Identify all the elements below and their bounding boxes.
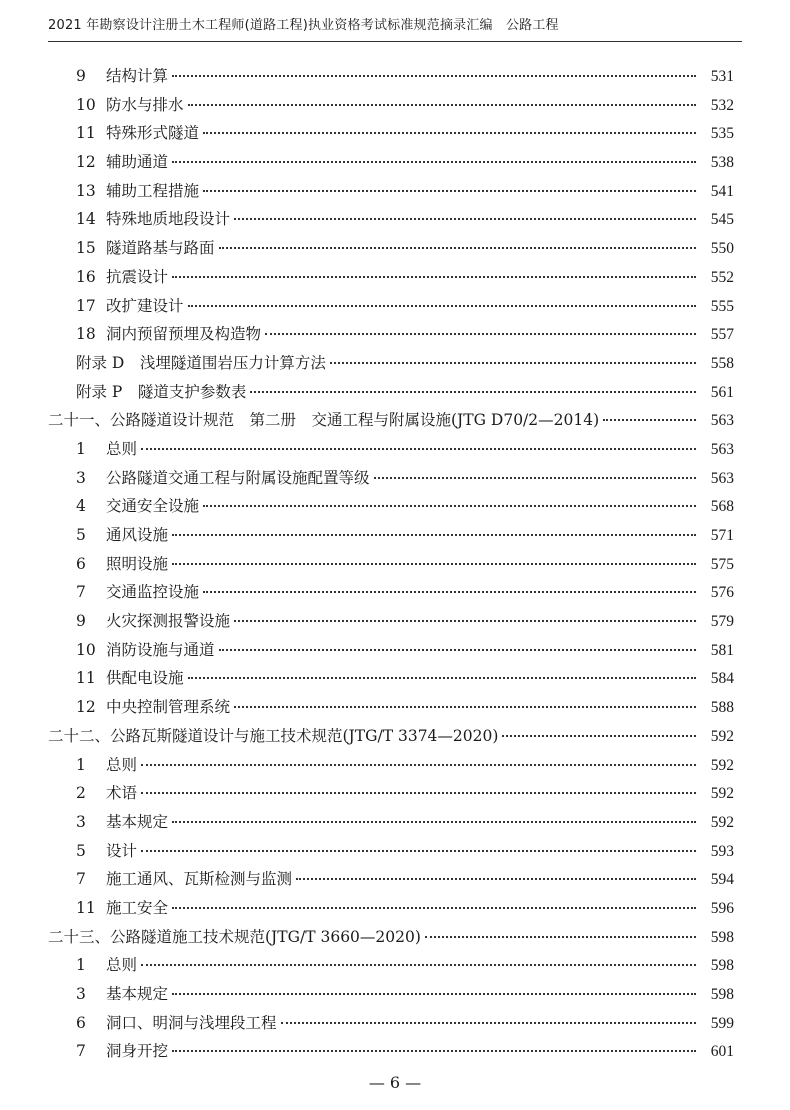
toc-entry-number: 13	[76, 181, 96, 200]
toc-entry-number: 3	[76, 812, 86, 831]
toc-entry-title: 交通安全设施	[106, 497, 200, 516]
toc-entry-title: 交通监控设施	[106, 583, 200, 602]
toc-entry-page: 541	[710, 182, 734, 200]
dot-leader	[141, 448, 696, 450]
toc-entry-number: 5	[76, 526, 86, 544]
toc-entry	[48, 839, 734, 868]
toc-entry-page: 596	[710, 899, 734, 917]
toc-entry-number: 7	[76, 1042, 86, 1061]
toc-entry	[48, 437, 734, 466]
dot-leader	[234, 620, 696, 622]
toc-entry-title: 洞口、明洞与浅埋段工程	[106, 1013, 277, 1032]
toc-entry	[48, 121, 734, 150]
toc-entry	[48, 1039, 734, 1068]
toc-entry-number: 5	[76, 841, 86, 860]
toc-entry	[48, 64, 734, 93]
toc-entry	[48, 580, 734, 609]
dot-leader	[203, 190, 696, 192]
toc-entry-page: 575	[710, 555, 734, 573]
toc-entry-page: 535	[710, 125, 734, 143]
toc-entry-page: 593	[710, 842, 734, 860]
toc-entry-number: 7	[76, 870, 86, 889]
toc-entry-number: 10	[76, 640, 96, 659]
dot-leader	[281, 1022, 696, 1024]
toc-entry-number: 12	[76, 153, 96, 172]
toc-entry-number: 1	[76, 439, 86, 458]
dot-leader	[188, 677, 696, 679]
toc-entry-title: 施工安全	[106, 898, 169, 917]
toc-entry-title: 二十一、公路隧道设计规范 第二册 交通工程与附属设施(JTG D70/2—2014)	[48, 411, 600, 430]
toc-entry-page: 555	[710, 297, 734, 315]
toc-entry-number: 14	[76, 210, 96, 229]
toc-entry	[48, 523, 734, 552]
dot-leader	[425, 936, 696, 938]
toc-entry-page: 563	[710, 412, 734, 430]
toc-entry-page: 563	[710, 469, 734, 487]
toc-entry-title: 基本规定	[106, 985, 169, 1003]
toc-entry-number: 2	[76, 784, 86, 803]
toc-entry-number: 1	[76, 755, 86, 774]
toc-entry-page: 558	[710, 354, 734, 372]
toc-entry-page: 579	[710, 613, 734, 631]
dot-leader	[374, 477, 696, 479]
toc-entry-page: 599	[710, 1014, 734, 1032]
toc-entry-title: 总则	[106, 755, 138, 774]
toc-entry-number: 11	[76, 124, 96, 143]
toc-entry-page: 592	[710, 785, 734, 803]
toc-entry-number: 15	[76, 239, 96, 258]
toc-entry	[48, 408, 734, 437]
toc-entry-page: 598	[710, 928, 734, 946]
dot-leader	[219, 649, 696, 651]
toc-entry	[48, 609, 734, 638]
toc-entry	[48, 150, 734, 179]
dot-leader	[188, 305, 696, 307]
toc-entry-page: 571	[710, 527, 734, 544]
toc-entry-page: 545	[710, 211, 734, 229]
dot-leader	[203, 505, 696, 507]
toc-entry-title: 术语	[106, 784, 138, 803]
toc-entry	[48, 552, 734, 581]
toc-entry-number: 6	[76, 1013, 86, 1032]
dot-leader	[172, 1050, 696, 1052]
toc-entry-title: 基本规定	[106, 812, 169, 831]
toc-entry-title: 防水与排水	[106, 95, 184, 114]
toc-entry-title: 附录 D 浅埋隧道围岩压力计算方法	[76, 353, 326, 372]
toc-entry-page: 532	[710, 96, 734, 114]
toc-entry-title: 施工通风、瓦斯检测与监测	[106, 870, 293, 889]
toc-entry-title: 特殊地质地段设计	[106, 210, 231, 229]
toc-entry	[48, 638, 734, 667]
toc-entry-title: 辅助工程措施	[106, 181, 200, 200]
toc-entry	[48, 351, 734, 380]
dot-leader	[172, 907, 696, 909]
toc-entry-title: 设计	[106, 841, 138, 860]
toc-entry	[48, 236, 734, 265]
toc-entry	[48, 953, 734, 982]
toc-entry	[48, 695, 734, 724]
toc-entry-title: 二十二、公路瓦斯隧道设计与施工技术规范(JTG/T 3374—2020)	[48, 726, 499, 745]
toc-entry-page: 592	[710, 756, 734, 774]
toc-entry-title: 二十三、公路隧道施工技术规范(JTG/T 3660—2020)	[48, 927, 421, 946]
toc-entry-title: 照明设施	[106, 554, 169, 573]
toc-entry	[48, 982, 734, 1011]
page-number: — 6 —	[368, 1073, 422, 1092]
table-of-contents	[48, 64, 734, 1068]
toc-entry-number: 9	[76, 67, 86, 85]
dot-leader	[250, 391, 696, 393]
toc-entry-number: 7	[76, 583, 86, 602]
dot-leader	[188, 104, 696, 106]
toc-entry	[48, 265, 734, 294]
dot-leader	[265, 333, 696, 335]
toc-entry	[48, 207, 734, 236]
toc-entry-page: 552	[710, 268, 734, 286]
dot-leader	[141, 850, 696, 852]
toc-entry	[48, 810, 734, 839]
toc-entry	[48, 753, 734, 782]
toc-entry	[48, 925, 734, 954]
toc-entry-title: 中央控制管理系统	[106, 698, 231, 717]
toc-entry-page: 598	[710, 957, 734, 975]
toc-entry-number: 16	[76, 267, 96, 286]
toc-entry-number: 11	[76, 898, 96, 917]
toc-entry	[48, 666, 734, 695]
toc-entry-title: 辅助通道	[106, 153, 169, 172]
toc-entry-number: 12	[76, 698, 96, 717]
toc-entry-number: 3	[76, 468, 86, 487]
toc-entry-page: 598	[710, 986, 734, 1003]
dot-leader	[172, 75, 696, 77]
toc-entry-number: 1	[76, 956, 86, 975]
toc-entry-title: 供配电设施	[106, 669, 184, 688]
toc-entry-title: 隧道路基与路面	[106, 239, 215, 258]
dot-leader	[172, 161, 696, 163]
toc-entry-number: 6	[76, 554, 86, 573]
toc-entry-title: 抗震设计	[106, 267, 169, 286]
toc-entry-title: 火灾探测报警设施	[106, 612, 231, 631]
toc-entry-title: 通风设施	[106, 526, 169, 544]
dot-leader	[603, 419, 696, 421]
dot-leader	[172, 821, 696, 823]
toc-entry-page: 531	[710, 68, 734, 85]
toc-entry-page: 561	[710, 383, 734, 401]
toc-entry	[48, 179, 734, 208]
toc-entry-page: 581	[710, 641, 734, 659]
toc-entry-title: 改扩建设计	[106, 296, 184, 315]
dot-leader	[296, 878, 696, 880]
dot-leader	[234, 218, 696, 220]
dot-leader	[330, 362, 696, 364]
dot-leader	[141, 964, 696, 966]
dot-leader	[141, 792, 696, 794]
toc-entry-title: 总则	[106, 439, 138, 458]
toc-entry	[48, 1011, 734, 1040]
toc-entry-title: 消防设施与通道	[106, 640, 215, 659]
toc-entry-page: 563	[710, 440, 734, 458]
toc-entry-title: 特殊形式隧道	[106, 124, 200, 143]
toc-entry	[48, 93, 734, 122]
toc-entry-page: 576	[710, 584, 734, 602]
toc-entry-number: 3	[76, 985, 86, 1003]
toc-entry	[48, 896, 734, 925]
toc-entry-title: 洞内预留预埋及构造物	[106, 325, 262, 344]
dot-leader	[203, 591, 696, 593]
dot-leader	[172, 993, 696, 995]
toc-entry-number: 4	[76, 497, 86, 516]
toc-entry-title: 总则	[106, 956, 138, 975]
dot-leader	[234, 706, 696, 708]
toc-entry	[48, 466, 734, 495]
dot-leader	[141, 764, 696, 766]
toc-entry	[48, 781, 734, 810]
toc-entry-page: 568	[710, 498, 734, 516]
toc-entry-page: 592	[710, 727, 734, 745]
toc-entry-page: 557	[710, 326, 734, 344]
toc-entry-number: 11	[76, 669, 96, 688]
toc-entry-page: 592	[710, 813, 734, 831]
toc-entry	[48, 724, 734, 753]
toc-entry-number: 10	[76, 95, 96, 114]
dot-leader	[203, 132, 696, 134]
toc-entry-title: 洞身开挖	[106, 1042, 169, 1061]
toc-entry-number: 17	[76, 296, 96, 315]
toc-entry-page: 584	[710, 670, 734, 688]
toc-entry	[48, 294, 734, 323]
dot-leader	[172, 276, 696, 278]
toc-entry-page: 588	[710, 699, 734, 717]
running-header: 2021 年勘察设计注册土木工程师(道路工程)执业资格考试标准规范摘录汇编 公路工程	[48, 14, 742, 42]
toc-entry-number: 18	[76, 325, 96, 344]
dot-leader	[172, 563, 696, 565]
dot-leader	[172, 534, 696, 536]
toc-entry-title: 结构计算	[106, 67, 169, 85]
dot-leader	[502, 735, 696, 737]
toc-entry	[48, 380, 734, 409]
toc-entry-page: 550	[710, 240, 734, 258]
toc-entry-page: 594	[710, 871, 734, 889]
toc-entry-title: 公路隧道交通工程与附属设施配置等级	[106, 468, 370, 487]
toc-entry	[48, 322, 734, 351]
toc-entry-title: 附录 P 隧道支护参数表	[76, 382, 247, 401]
toc-entry-page: 538	[710, 154, 734, 172]
toc-entry	[48, 494, 734, 523]
dot-leader	[219, 247, 696, 249]
toc-entry-number: 9	[76, 612, 86, 631]
toc-entry	[48, 867, 734, 896]
toc-entry-page: 601	[710, 1043, 734, 1061]
